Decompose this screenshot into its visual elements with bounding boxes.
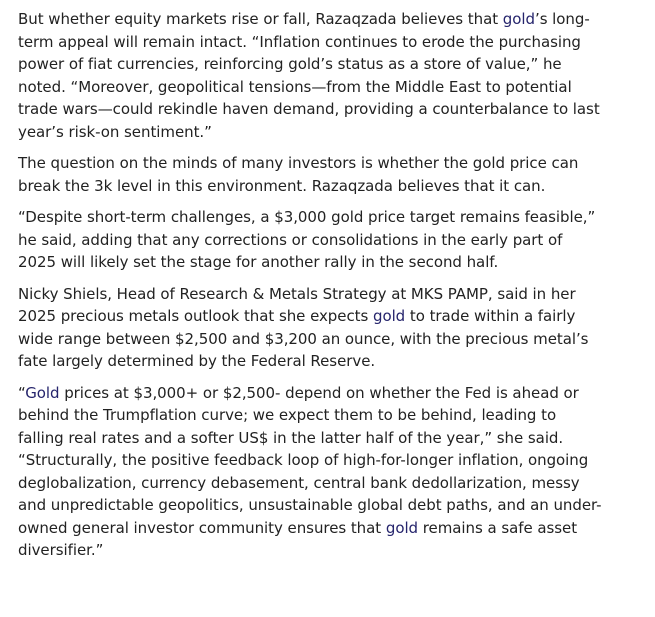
gold-link[interactable]: Gold xyxy=(25,383,60,402)
text-segment: wide range between $2,500 and $3,200 an ounce, with the precious metal’s xyxy=(18,329,589,348)
text-segment: The question on the minds of many investors is whether the gold price can xyxy=(18,154,579,172)
text-segment: remains a safe asset xyxy=(418,518,578,537)
text-line xyxy=(18,328,641,351)
text-line xyxy=(18,305,641,328)
text-line xyxy=(18,152,641,175)
text-line xyxy=(18,31,641,54)
text-segment: term appeal will remain intact. “Inflation continues to erode the purchasing xyxy=(18,32,581,51)
text-line xyxy=(18,98,641,121)
article-paragraph xyxy=(18,382,641,562)
text-segment: and unpredictable geopolitics, unsustainable global debt paths, and an under- xyxy=(18,496,602,514)
text-segment: ’s long- xyxy=(534,10,590,28)
text-line xyxy=(18,8,641,31)
text-line xyxy=(18,251,641,274)
text-segment: “Structurally, the positive feedback loop of high-for-longer inflation, ongoing xyxy=(18,451,589,469)
text-line xyxy=(18,350,641,373)
gold-link[interactable]: gold xyxy=(385,518,419,537)
text-segment: behind the Trumpflation curve; we expect them to be behind, leading to xyxy=(18,406,557,424)
text-segment: fate largely determined by the Federal Reserve. xyxy=(18,352,376,370)
text-line xyxy=(18,404,641,427)
text-line xyxy=(18,494,641,517)
text-line xyxy=(18,472,641,495)
text-line xyxy=(18,517,641,540)
text-line xyxy=(18,449,641,472)
text-line xyxy=(18,229,641,252)
gold-link[interactable]: gold xyxy=(372,307,406,325)
article-paragraph xyxy=(18,283,641,373)
text-segment: prices at $3,000+ or $2,500- depend on whether the Fed is ahead or xyxy=(59,383,579,402)
text-line xyxy=(18,382,641,405)
gold-link[interactable]: gold xyxy=(502,10,535,28)
text-segment: year’s risk-on sentiment.” xyxy=(18,122,212,141)
text-segment: he said, adding that any corrections or consolidations in the early part of xyxy=(18,230,563,249)
text-segment: to trade within a fairly xyxy=(405,307,576,325)
article-paragraph xyxy=(18,8,641,143)
article-paragraph xyxy=(18,152,641,197)
text-line xyxy=(18,206,641,229)
text-segment: Nicky Shiels, Head of Research & Metals Strategy at MKS PAMP, said in her xyxy=(18,284,576,303)
text-segment: “Despite short-term challenges, a $3,000 gold price target remains feasible,” xyxy=(18,208,596,226)
text-segment: break the 3k level in this environment. Razaqzada believes that it can. xyxy=(18,176,546,195)
text-line xyxy=(18,121,641,144)
text-line xyxy=(18,539,641,562)
text-segment: trade wars—could rekindle haven demand, providing a counterbalance to last xyxy=(18,100,600,118)
text-line xyxy=(18,283,641,306)
text-line xyxy=(18,53,641,76)
text-segment: 2025 will likely set the stage for another rally in the second half. xyxy=(18,253,499,271)
text-segment: owned general investor community ensures that xyxy=(18,518,386,537)
text-line xyxy=(18,76,641,99)
text-line xyxy=(18,175,641,198)
text-segment: deglobalization, currency debasement, central bank dedollarization, messy xyxy=(18,473,580,492)
text-line xyxy=(18,427,641,450)
text-segment: falling real rates and a softer US$ in the latter half of the year,” she said. xyxy=(18,428,564,447)
text-segment: power of fiat currencies, reinforcing gold’s status as a store of value,” he xyxy=(18,55,562,73)
text-segment: 2025 precious metals outlook that she expects xyxy=(18,307,373,325)
article-paragraph xyxy=(18,206,641,274)
text-segment: diversifier.” xyxy=(18,541,104,559)
text-segment: noted. “Moreover, geopolitical tensions—from the Middle East to potential xyxy=(18,77,572,96)
text-segment: But whether equity markets rise or fall, Razaqzada believes that xyxy=(18,10,503,28)
text-segment: “ xyxy=(18,383,26,402)
